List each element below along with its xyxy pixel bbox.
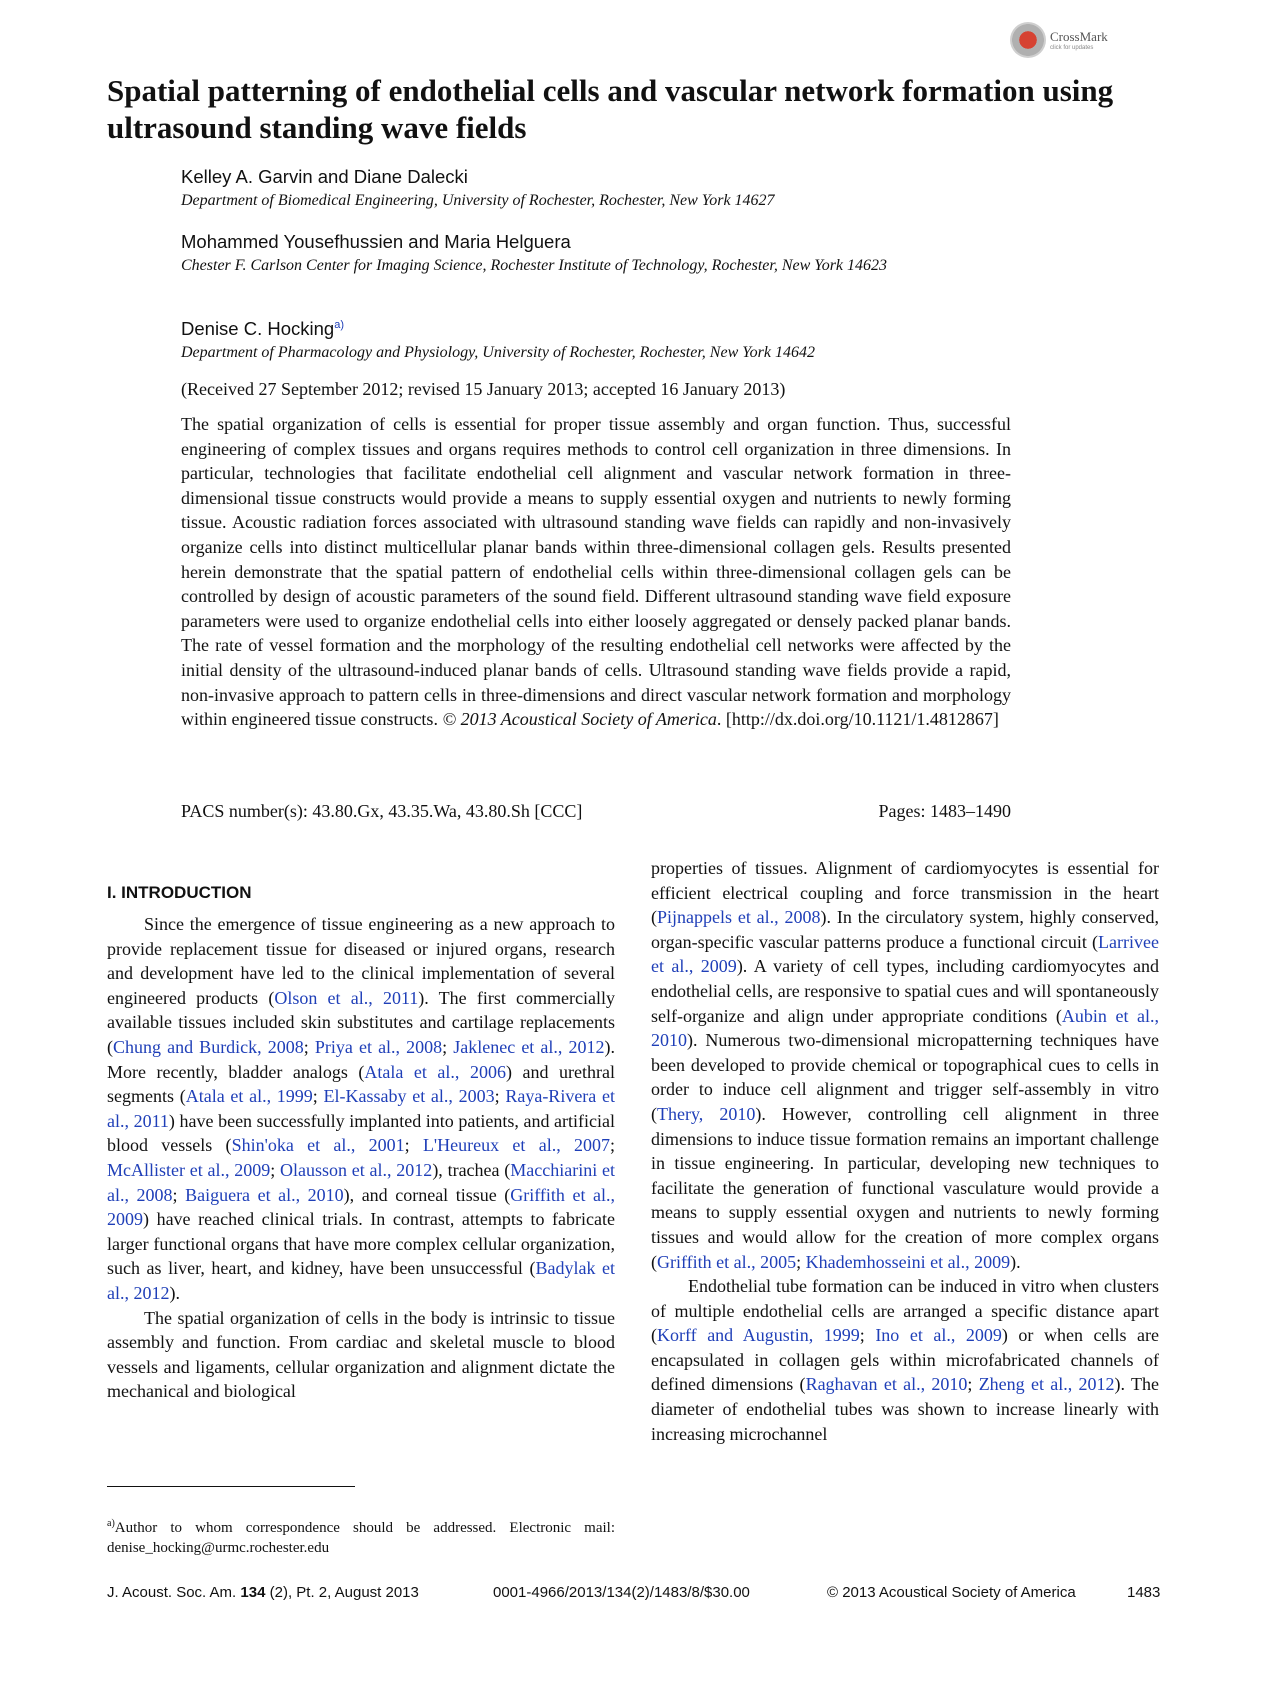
- pacs-numbers: PACS number(s): 43.80.Gx, 43.35.Wa, 43.80.Sh [CCC]: [181, 801, 583, 821]
- footer-issue: (2), Pt. 2, August 2013: [269, 1584, 419, 1601]
- citation-link[interactable]: Atala et al., 1999: [185, 1086, 313, 1107]
- author-name-3: Denise C. Hocking: [181, 318, 335, 339]
- crossmark-badge[interactable]: [1010, 22, 1108, 58]
- abstract-text: The spatial organization of cells is essential for proper tissue assembly and organ function. Thus, successful engineering of complex tissues and organs requires methods to control cell organization in three dimensions. In particular, technologies that facilitate endothelial cell alignment and vascular network formation in three-dimensional tissue constructs would provide a means to supply essential oxygen and nutrients to newly forming tissue. Acoustic radiation forces associated with ultrasound standing wave fields can rapidly and non-invasively organize cells into distinct multicellular planar bands within three-dimensional collagen gels. Results presented herein demonstrate that the spatial pattern of endothelial cells within three-dimensional collagen gels can be controlled by design of acoustic parameters of the sound field. Different ultrasound standing wave field exposure parameters were used to organize endothelial cells into either loosely aggregated or densely packed planar bands. The rate of vessel formation and the morphology of the resulting endothelial cell networks were affected by the initial density of the ultrasound-induced planar bands of cells. Ultrasound standing wave fields provide a rapid, non-invasive approach to pattern cells in three-dimensions and direct vascular network formation and morphology within engineered tissue constructs.: [181, 414, 1011, 730]
- footnote-divider: [107, 1486, 355, 1487]
- crossmark-icon: [1010, 22, 1046, 58]
- citation-link[interactable]: Baiguera et al., 2010: [185, 1184, 344, 1205]
- citation-link[interactable]: Atala et al., 2006: [364, 1061, 506, 1082]
- affiliation-2: Chester F. Carlson Center for Imaging Science, Rochester Institute of Technology, Rochester, New York 14623: [181, 257, 888, 274]
- paper-title: Spatial patterning of endothelial cells and vascular network formation using ultrasound standing wave fields: [107, 73, 1114, 145]
- citation-link[interactable]: Aubin et al., 2010: [651, 1005, 1159, 1051]
- footer-copyright: © 2013 Acoustical Society of America: [827, 1584, 1076, 1601]
- crossmark-sublabel: click for updates: [1050, 44, 1094, 51]
- footer-citation: [107, 1584, 419, 1601]
- correspondence-marker[interactable]: a): [334, 318, 344, 331]
- abstract-copyright: © 2013 Acoustical Society of America: [442, 709, 717, 730]
- citation-link[interactable]: El-Kassaby et al., 2003: [323, 1086, 495, 1107]
- footer-volume: 134: [240, 1584, 266, 1601]
- citation-link[interactable]: Priya et al., 2008: [314, 1036, 443, 1057]
- author-line-2: Mohammed Yousefhussien and Maria Helguera: [181, 231, 571, 252]
- intro-paragraph-3: Endothelial tube formation can be induced in vitro when clusters of multiple endothelial cells are arranged a specific distance apart (Korff and Augustin, 1999; Ino et al., 2009) or when cells are encapsulated in collagen gels within microfabricated channels of defined dimensions (Raghavan et al., 2010; Zheng et al., 2012). The diameter of endothelial tubes was shown to increase linearly with increasing microchannel: [651, 1276, 1159, 1444]
- affiliation-3: Department of Pharmacology and Physiology, University of Rochester, Rochester, New York 14642: [181, 344, 815, 361]
- footer-journal: J. Acoust. Soc. Am.: [107, 1584, 237, 1601]
- citation-link[interactable]: Macchiarini et al., 2008: [107, 1159, 615, 1205]
- citation-link[interactable]: Shin'oka et al., 2001: [231, 1135, 405, 1156]
- citation-link[interactable]: McAllister et al., 2009: [107, 1159, 271, 1180]
- citation-link[interactable]: Olson et al., 2011: [274, 987, 419, 1008]
- citation-link[interactable]: Zheng et al., 2012: [978, 1374, 1115, 1395]
- citation-link[interactable]: Badylak et al., 2012: [107, 1258, 615, 1303]
- left-column: [107, 882, 615, 1404]
- page-range: Pages: 1483–1490: [878, 801, 1011, 821]
- footer-page-number: 1483: [1127, 1584, 1161, 1601]
- footnote: [107, 1514, 615, 1558]
- footnote-text: Author to whom correspondence should be addressed. Electronic mail: denise_hocking@urmc.rochester.edu: [107, 1520, 615, 1556]
- affiliation-1: Department of Biomedical Engineering, University of Rochester, Rochester, New York 14627: [181, 192, 775, 209]
- right-column: [651, 856, 1159, 1446]
- footer-code: 0001-4966/2013/134(2)/1483/8/$30.00: [493, 1584, 750, 1601]
- section-heading: I. INTRODUCTION: [107, 883, 252, 902]
- citation-link[interactable]: L'Heureux et al., 2007: [422, 1135, 610, 1156]
- citation-link[interactable]: Raghavan et al., 2010: [805, 1374, 968, 1395]
- citation-link[interactable]: Korff and Augustin, 1999: [657, 1325, 860, 1346]
- author-line-3: [181, 318, 344, 340]
- citation-link[interactable]: Griffith et al., 2009: [107, 1184, 615, 1230]
- citation-link[interactable]: Khademhosseini et al., 2009: [805, 1251, 1011, 1272]
- footnote-marker: a): [107, 1518, 115, 1529]
- citation-link[interactable]: Ino et al., 2009: [875, 1325, 1002, 1346]
- doi-link[interactable]: [http://dx.doi.org/10.1121/1.4812867]: [725, 709, 999, 730]
- abstract: The spatial organization of cells is essential for proper tissue assembly and organ function. Thus, successful engineering of complex tissues and organs requires methods to control cell organization in three dimensions. In particular, technologies that facilitate endothelial cell alignment and vascular network formation in three-dimensional tissue constructs would provide a means to supply essential oxygen and nutrients to newly forming tissue. Acoustic radiation forces associated with ultrasound standing wave fields can rapidly and non-invasively organize cells into distinct multicellular planar bands within three-dimensional collagen gels. Results presented herein demonstrate that the spatial pattern of endothelial cells within three-dimensional collagen gels can be controlled by design of acoustic parameters of the sound field. Different ultrasound standing wave field exposure parameters were used to organize endothelial cells into either loosely aggregated or densely packed planar bands. The rate of vessel formation and the morphology of the resulting endothelial cell networks were affected by the initial density of the ultrasound-induced planar bands of cells. Ultrasound standing wave fields provide a rapid, non-invasive approach to pattern cells in three-dimensions and direct vascular network formation and morphology within engineered tissue constructs. © 2013 Acoustical Society of America. [http://dx.doi.org/10.1121/1.4812867]: [181, 414, 1011, 730]
- citation-link[interactable]: Chung and Burdick, 2008: [113, 1036, 304, 1057]
- crossmark-label: CrossMark: [1050, 28, 1108, 44]
- intro-paragraph-2: The spatial organization of cells in the body is intrinsic to tissue assembly and function. From cardiac and skeletal muscle to blood vessels and ligaments, cellular organization and alignment dictate the mechanical and biological: [107, 1307, 615, 1402]
- received-dates: (Received 27 September 2012; revised 15 January 2013; accepted 16 January 2013): [181, 379, 786, 399]
- citation-link[interactable]: Larrivee et al., 2009: [651, 931, 1159, 977]
- citation-link[interactable]: Raya-Rivera et al., 2011: [107, 1086, 615, 1131]
- citation-link[interactable]: Griffith et al., 2005: [657, 1251, 797, 1272]
- intro-paragraph-2-cont: properties of tissues. Alignment of cardiomyocytes is essential for efficient electrical coupling and force transmission in the heart (Pijnappels et al., 2008). In the circulatory system, highly conserved, organ-specific vascular patterns produce a functional circuit (Larrivee et al., 2009). A variety of cell types, including cardiomyocytes and endothelial cells, are responsive to spatial cues and will spontaneously self-organize and align under appropriate conditions (Aubin et al., 2010). Numerous two-dimensional micropatterning techniques have been developed to provide chemical or topographical cues to cells in order to induce cell alignment and trigger self-assembly in vitro (Thery, 2010). However, controlling cell alignment in three dimensions to induce tissue formation remains an important challenge in tissue engineering. In particular, developing new techniques to facilitate the generation of functional vasculature would provide a means to supply essential oxygen and nutrients to newly forming tissues and would allow for the creation of more complex organs (Griffith et al., 2005; Khademhosseini et al., 2009).: [651, 858, 1160, 1272]
- pacs-line: [181, 801, 1011, 822]
- citation-link[interactable]: Jaklenec et al., 2012: [453, 1036, 605, 1057]
- citation-link[interactable]: Thery, 2010: [657, 1103, 756, 1124]
- intro-paragraph-1: Since the emergence of tissue engineering as a new approach to provide replacement tissue for diseased or injured organs, research and development have led to the clinical implementation of several engineered products (Olson et al., 2011). The first commercially available tissues included skin substitutes and cartilage replacements (Chung and Burdick, 2008; Priya et al., 2008; Jaklenec et al., 2012). More recently, bladder analogs (Atala et al., 2006) and urethral segments (Atala et al., 1999; El-Kassaby et al., 2003; Raya-Rivera et al., 2011) have been successfully implanted into patients, and artificial blood vessels (Shin'oka et al., 2001; L'Heureux et al., 2007; McAllister et al., 2009; Olausson et al., 2012), trachea (Macchiarini et al., 2008; Baiguera et al., 2010), and corneal tissue (Griffith et al., 2009) have reached clinical trials. In contrast, attempts to fabricate larger functional organs that have more complex cellular organization, such as liver, heart, and kidney, have been unsuccessful (Badylak et al., 2012).: [107, 914, 615, 1303]
- citation-link[interactable]: Pijnappels et al., 2008: [657, 907, 821, 928]
- author-line-1: Kelley A. Garvin and Diane Dalecki: [181, 166, 468, 187]
- citation-link[interactable]: Olausson et al., 2012: [280, 1159, 433, 1180]
